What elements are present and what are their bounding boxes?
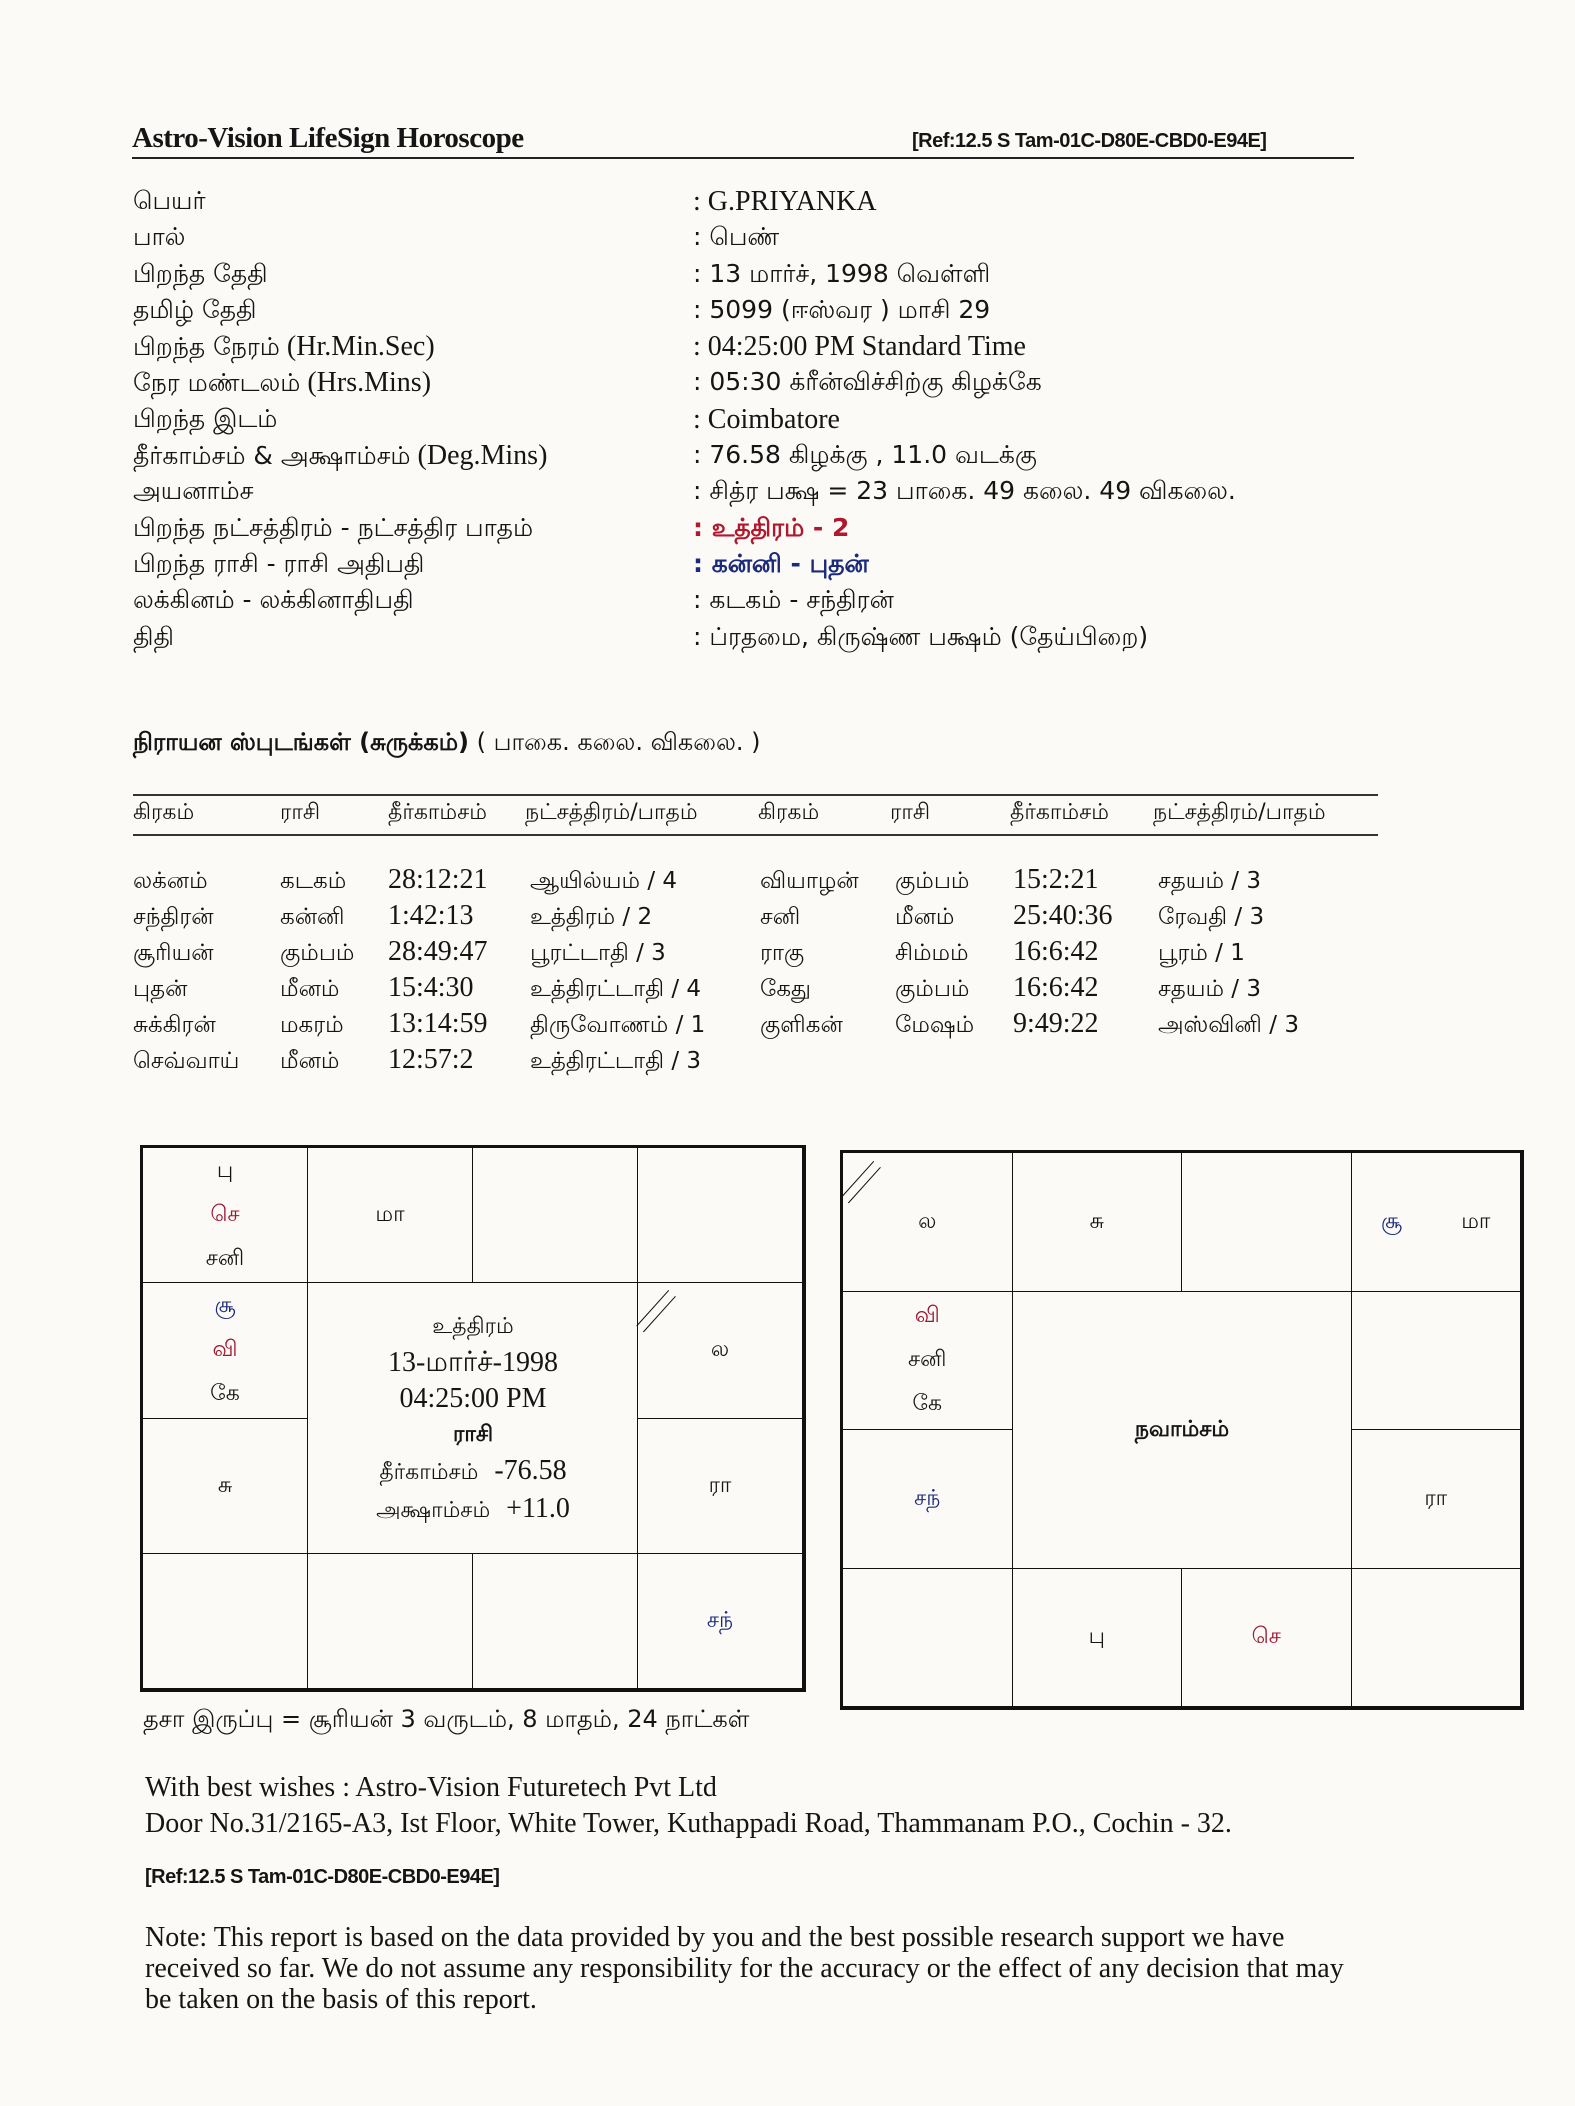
nakshatra-pada: பூரம் / 1 bbox=[1158, 940, 1245, 966]
planet-name: குளிகன் bbox=[760, 1012, 843, 1038]
house-mithuna bbox=[1351, 1152, 1522, 1292]
house-dhanus bbox=[142, 1553, 308, 1689]
detail-label bbox=[133, 367, 431, 401]
house-kanya bbox=[1351, 1568, 1522, 1708]
planet-glyph: ரா bbox=[708, 1472, 732, 1498]
section-title: நிராயன ஸ்புடங்கள் (சுருக்கம்) bbox=[133, 728, 469, 756]
house-kataka bbox=[637, 1282, 803, 1418]
detail-value-text: : 76.58 கிழக்கு , 11.0 வடக்கு bbox=[693, 440, 1037, 470]
rasi-name: மீனம் bbox=[280, 976, 340, 1002]
detail-value-text: : 5099 (ஈஸ்வர ) மாசி 29 bbox=[693, 294, 991, 324]
planet-name: கேது bbox=[760, 976, 811, 1002]
longitude-value: 28:49:47 bbox=[388, 936, 488, 967]
house-kataka bbox=[1351, 1291, 1522, 1431]
longitude-readout-value: -76.58 bbox=[494, 1454, 567, 1486]
rasi-name: மகரம் bbox=[280, 1012, 344, 1038]
detail-row bbox=[133, 549, 1383, 585]
planet-glyph: வி bbox=[914, 1303, 940, 1329]
detail-value-text: : ப்ரதமை, கிருஷ்ண பக்ஷம் (தேய்பிறை) bbox=[693, 621, 1149, 651]
detail-row bbox=[133, 513, 1383, 549]
nakshatra-pada: சதயம் / 3 bbox=[1158, 976, 1261, 1002]
detail-label-text: பால் bbox=[133, 222, 186, 252]
house-vrischika bbox=[1012, 1568, 1183, 1708]
detail-label-text: தீர்காம்சம் & அக்ஷாம்சம் bbox=[133, 441, 411, 471]
detail-label-text: பிறந்த தேதி bbox=[133, 258, 268, 288]
detail-value-text: : பெண் bbox=[693, 222, 780, 252]
rasi-name: கடகம் bbox=[280, 868, 347, 894]
birth-time: 04:25:00 PM bbox=[399, 1382, 547, 1414]
longitude-readout bbox=[379, 1453, 566, 1491]
chart-name: ராசி bbox=[452, 1421, 494, 1447]
dasa-balance: தசா இருப்பு = சூரியன் 3 வருடம், 8 மாதம், 24 நாட்கள் bbox=[143, 1705, 750, 1733]
house-mesha bbox=[307, 1147, 473, 1283]
detail-value-text: : கடகம் - சந்திரன் bbox=[693, 585, 894, 615]
rasi-name: சிம்மம் bbox=[895, 940, 969, 966]
nakshatra-pada: ரேவதி / 3 bbox=[1158, 904, 1265, 930]
rasi-name: கன்னி bbox=[280, 904, 345, 930]
planet-glyph: வி bbox=[212, 1337, 238, 1363]
column-header: கிரகம் bbox=[133, 800, 195, 825]
column-header: நட்சத்திரம்/பாதம் bbox=[525, 800, 698, 825]
detail-value bbox=[693, 440, 1037, 473]
header-divider bbox=[132, 157, 1354, 159]
detail-label bbox=[133, 259, 268, 292]
longitude-value: 28:12:21 bbox=[388, 864, 488, 895]
house-meena bbox=[842, 1152, 1013, 1292]
detail-value-text: : 05:30 க்ரீன்விச்சிற்கு கிழக்கே bbox=[693, 367, 1042, 397]
reference-code-bottom: [Ref:12.5 S Tam-01C-D80E-CBD0-E94E] bbox=[145, 1866, 500, 1888]
planet-glyph: செ bbox=[1251, 1624, 1281, 1650]
detail-label bbox=[133, 295, 256, 328]
detail-row bbox=[133, 476, 1383, 512]
column-header: ராசி bbox=[280, 800, 321, 825]
longitude-value: 15:2:21 bbox=[1013, 864, 1099, 895]
planet-glyph: ரா bbox=[1424, 1485, 1448, 1511]
rasi-chart bbox=[140, 1145, 806, 1692]
planet-name: புதன் bbox=[133, 976, 188, 1002]
detail-label-text: லக்கினம் - லக்கினாதிபதி bbox=[133, 585, 414, 615]
detail-value-text: : Coimbatore bbox=[693, 403, 840, 435]
house-simha bbox=[637, 1418, 803, 1554]
planet-glyph: சு bbox=[217, 1472, 233, 1498]
chart-center bbox=[308, 1283, 638, 1554]
detail-label bbox=[133, 331, 435, 365]
rasi-name: மீனம் bbox=[895, 904, 955, 930]
house-rishaba bbox=[472, 1147, 638, 1283]
planet-name: சந்திரன் bbox=[133, 904, 214, 930]
lagna-marker-icon bbox=[636, 1290, 676, 1332]
detail-label-text: தமிழ் தேதி bbox=[133, 294, 257, 324]
detail-label bbox=[133, 476, 253, 509]
detail-label bbox=[133, 222, 185, 255]
detail-value-text: : கன்னி - புதன் bbox=[693, 548, 869, 578]
latitude-readout-label: அக்ஷாம்சம் bbox=[376, 1497, 491, 1523]
detail-label-unit: (Hrs.Mins) bbox=[300, 367, 432, 399]
detail-value bbox=[693, 331, 1026, 363]
planet-name: சூரியன் bbox=[133, 940, 214, 966]
planet-name: செவ்வாய் bbox=[133, 1048, 240, 1074]
planet-glyph: ல bbox=[918, 1208, 937, 1234]
longitude-value: 16:6:42 bbox=[1013, 936, 1099, 967]
planet-glyph: சூ bbox=[1381, 1208, 1403, 1234]
detail-value bbox=[693, 513, 849, 546]
footer-address: Door No.31/2165-A3, Ist Floor, White Tower, Kuthappadi Road, Thammanam P.O., Cochin - 32. bbox=[145, 1808, 1232, 1839]
detail-label bbox=[133, 622, 174, 655]
detail-row bbox=[133, 440, 1383, 476]
detail-label-text: பிறந்த இடம் bbox=[133, 403, 278, 433]
planet-glyph: சந் bbox=[914, 1485, 941, 1511]
detail-label-text: பிறந்த நேரம் bbox=[133, 332, 280, 362]
planet-glyph: செ bbox=[210, 1202, 240, 1228]
house-mithuna bbox=[637, 1147, 803, 1283]
detail-label-text: திதி bbox=[133, 621, 174, 651]
detail-label-text: பிறந்த ராசி - ராசி அதிபதி bbox=[133, 548, 425, 578]
detail-label-unit: (Deg.Mins) bbox=[410, 440, 548, 472]
longitude-readout-label: தீர்காம்சம் bbox=[379, 1459, 479, 1485]
detail-label-text: பெயர் bbox=[133, 186, 206, 215]
house-simha bbox=[1351, 1429, 1522, 1569]
rasi-name: கும்பம் bbox=[280, 940, 355, 966]
detail-label bbox=[133, 404, 277, 437]
column-header: கிரகம் bbox=[758, 800, 820, 825]
planet-glyph: பு bbox=[216, 1158, 234, 1184]
detail-label bbox=[133, 440, 547, 474]
detail-value-text: : 04:25:00 PM Standard Time bbox=[693, 331, 1026, 363]
detail-row bbox=[133, 186, 1383, 222]
detail-value bbox=[693, 404, 840, 436]
detail-row bbox=[133, 585, 1383, 621]
house-vrischika bbox=[307, 1553, 473, 1689]
detail-label bbox=[133, 549, 424, 582]
birth-details bbox=[133, 186, 1383, 658]
detail-value bbox=[693, 295, 990, 328]
detail-label-text: அயனாம்ச bbox=[133, 476, 254, 506]
nakshatra-pada: ஆயில்யம் / 4 bbox=[530, 868, 678, 894]
rasi-name: மீனம் bbox=[280, 1048, 340, 1074]
detail-value bbox=[693, 549, 869, 582]
detail-value bbox=[693, 367, 1042, 400]
house-makara bbox=[842, 1429, 1013, 1569]
detail-value bbox=[693, 186, 877, 218]
planet-glyph: ல bbox=[710, 1337, 730, 1363]
planet-name: ராகு bbox=[760, 940, 805, 966]
nakshatra-pada: அஸ்வினி / 3 bbox=[1158, 1012, 1299, 1038]
detail-label-unit: (Hr.Min.Sec) bbox=[279, 331, 435, 363]
house-mesha bbox=[1012, 1152, 1183, 1292]
rasi-name: கும்பம் bbox=[895, 976, 970, 1002]
column-header: நட்சத்திரம்/பாதம் bbox=[1153, 800, 1326, 825]
detail-row bbox=[133, 622, 1383, 658]
column-header: ராசி bbox=[890, 800, 931, 825]
planet-glyph: கே bbox=[912, 1391, 943, 1417]
detail-row bbox=[133, 222, 1383, 258]
rasi-name: கும்பம் bbox=[895, 868, 970, 894]
planet-glyph: மா bbox=[375, 1202, 405, 1228]
nakshatra-pada: சதயம் / 3 bbox=[1158, 868, 1261, 894]
footer-wishes: With best wishes : Astro-Vision Futuretech Pvt Ltd bbox=[145, 1772, 717, 1803]
house-kumbha bbox=[842, 1291, 1013, 1431]
detail-label bbox=[133, 513, 533, 546]
planet-glyph: சனி bbox=[205, 1246, 245, 1272]
longitude-value: 13:14:59 bbox=[388, 1008, 488, 1039]
detail-row bbox=[133, 331, 1383, 367]
planet-glyph: கே bbox=[210, 1381, 240, 1407]
detail-value bbox=[693, 476, 1236, 509]
longitude-value: 9:49:22 bbox=[1013, 1008, 1099, 1039]
reference-code: [Ref:12.5 S Tam-01C-D80E-CBD0-E94E] bbox=[912, 130, 1267, 152]
house-dhanus bbox=[842, 1568, 1013, 1708]
latitude-readout-value: +11.0 bbox=[506, 1492, 570, 1524]
detail-row bbox=[133, 367, 1383, 403]
column-header: தீர்காம்சம் bbox=[388, 800, 487, 825]
detail-label-text: பிறந்த நட்சத்திரம் - நட்சத்திர பாதம் bbox=[133, 512, 534, 542]
house-meena bbox=[142, 1147, 308, 1283]
longitude-value: 1:42:13 bbox=[388, 900, 474, 931]
chart-center bbox=[1013, 1292, 1352, 1569]
detail-value bbox=[693, 622, 1148, 655]
longitude-value: 15:4:30 bbox=[388, 972, 474, 1003]
nakshatra-pada: திருவோணம் / 1 bbox=[530, 1012, 706, 1038]
detail-value-text: : 13 மார்ச், 1998 வெள்ளி bbox=[693, 258, 991, 288]
detail-row bbox=[133, 259, 1383, 295]
house-makara bbox=[142, 1418, 308, 1554]
latitude-readout bbox=[376, 1491, 570, 1529]
house-kanya bbox=[637, 1553, 803, 1689]
detail-label-text: நேர மண்டலம் bbox=[133, 368, 301, 398]
detail-value-text: : G.PRIYANKA bbox=[693, 186, 877, 217]
rasi-name: மேஷம் bbox=[895, 1012, 975, 1038]
planet-name: சுக்கிரன் bbox=[133, 1012, 216, 1038]
longitude-value: 16:6:42 bbox=[1013, 972, 1099, 1003]
column-header: தீர்காம்சம் bbox=[1010, 800, 1109, 825]
table-top-rule bbox=[133, 794, 1378, 796]
detail-value-text: : உத்திரம் - 2 bbox=[693, 512, 850, 542]
birth-star: உத்திரம் bbox=[432, 1313, 514, 1339]
detail-value bbox=[693, 585, 894, 618]
planet-glyph: சு bbox=[1089, 1208, 1104, 1234]
birth-date: 13-மார்ச்-1998 bbox=[388, 1346, 558, 1378]
detail-row bbox=[133, 404, 1383, 440]
longitude-value: 12:57:2 bbox=[388, 1044, 474, 1075]
detail-label bbox=[133, 186, 206, 219]
nakshatra-pada: உத்திரட்டாதி / 4 bbox=[530, 976, 702, 1002]
planet-name: சனி bbox=[760, 904, 801, 930]
detail-value bbox=[693, 222, 779, 255]
detail-row bbox=[133, 295, 1383, 331]
nakshatra-pada: உத்திரட்டாதி / 3 bbox=[530, 1048, 702, 1074]
detail-label bbox=[133, 585, 414, 618]
planet-glyph: சனி bbox=[908, 1347, 947, 1373]
navamsa-chart bbox=[840, 1150, 1524, 1710]
planet-glyph: பு bbox=[1088, 1624, 1105, 1650]
section-subtitle: ( பாகை. கலை. விகலை. ) bbox=[469, 728, 761, 756]
nakshatra-pada: உத்திரம் / 2 bbox=[530, 904, 653, 930]
table-header-rule bbox=[133, 834, 1378, 836]
planet-glyph: சந் bbox=[706, 1607, 734, 1633]
planet-glyph: சூ bbox=[214, 1293, 236, 1319]
longitude-value: 25:40:36 bbox=[1013, 900, 1113, 931]
detail-value-text: : சித்ர பக்ஷ = 23 பாகை. 49 கலை. 49 விகலை. bbox=[693, 476, 1236, 506]
house-thula bbox=[472, 1553, 638, 1689]
chart-name: நவாம்சம் bbox=[1134, 1417, 1230, 1442]
document-title: Astro-Vision LifeSign Horoscope bbox=[132, 122, 524, 154]
detail-value bbox=[693, 259, 990, 292]
planet-name: லக்னம் bbox=[133, 868, 208, 894]
section-heading bbox=[133, 728, 761, 759]
house-kumbha bbox=[142, 1282, 308, 1418]
house-rishaba bbox=[1181, 1152, 1352, 1292]
planet-name: வியாழன் bbox=[760, 868, 859, 894]
house-thula bbox=[1181, 1568, 1352, 1708]
lagna-marker-icon bbox=[841, 1161, 881, 1203]
planet-glyph: மா bbox=[1461, 1208, 1491, 1234]
nakshatra-pada: பூரட்டாதி / 3 bbox=[530, 940, 666, 966]
disclaimer-note: Note: This report is based on the data provided by you and the best possible research support we have received so far. We do not assume any responsibility for the accuracy or the effect of any decision that may be taken on the basis of this report. bbox=[145, 1922, 1344, 2015]
